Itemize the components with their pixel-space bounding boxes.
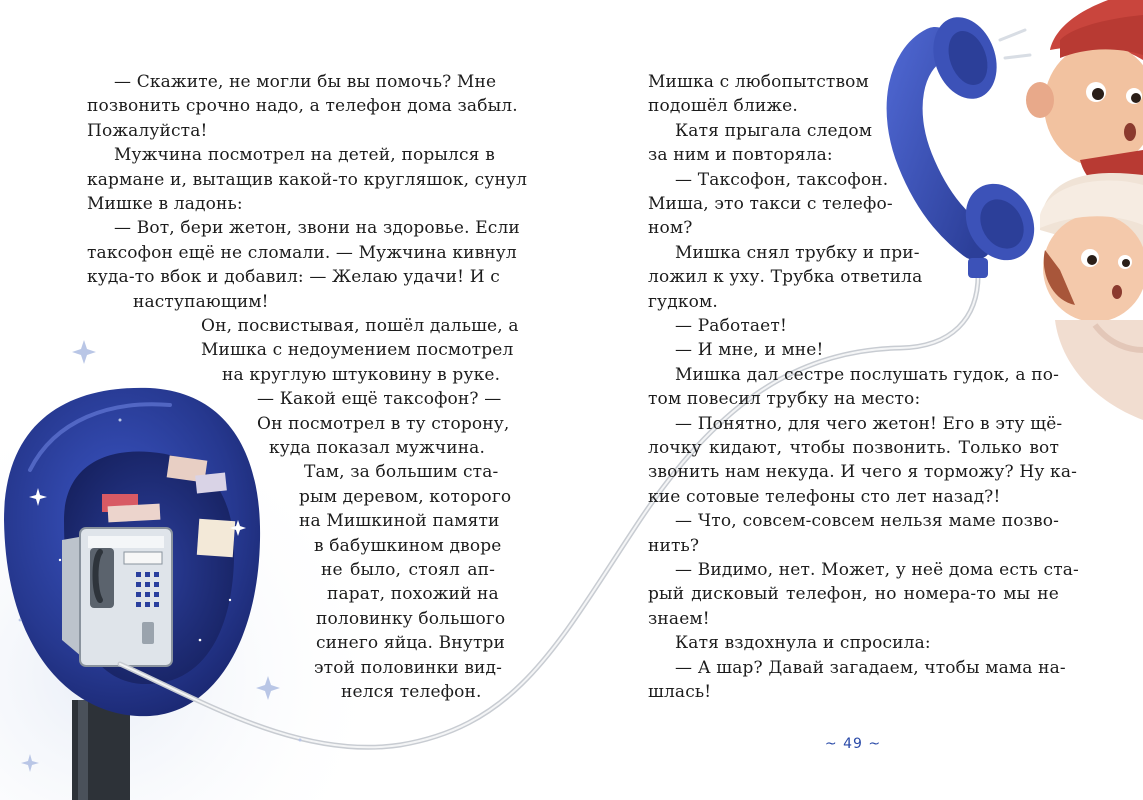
text-line: таксофон ещё не сломали. — Мужчина кивнул [87,243,517,263]
text-line: — Таксофон, таксофон. [675,170,889,190]
text-line: на круглую штуковину в руке. [222,365,501,385]
text-line: гудком. [648,292,718,312]
text-line: лочку кидают, чтобы позвонить. Только вот [648,438,1059,458]
booth-post [72,700,130,800]
text-line: — Работает! [675,316,787,336]
text-line: не было, стоял ап- [321,560,495,580]
text-line: шлась! [648,682,712,702]
text-line: — Понятно, для чего жетон! Его в эту щё- [675,414,1063,434]
payphone [62,528,172,666]
text-line: этой половинки вид- [314,658,503,678]
text-line: Мишка с недоумением посмотрел [201,340,514,360]
text-line: — Вот, бери жетон, звони на здоровье. Если [114,218,520,238]
text-line: — И мне, и мне! [675,340,824,360]
sticker [108,504,161,523]
text-line: — Скажите, не могли бы вы помочь? Мне [114,72,497,92]
text-line: Мужчина посмотрел на детей, порылся в [114,145,495,165]
text-line: — Что, совсем-совсем нельзя маме позво- [675,511,1059,531]
text-line: том повесил трубку на место: [648,389,921,409]
text-line: рым деревом, которого [299,487,512,507]
text-line: синего яйца. Внутри [316,633,506,653]
telephone-receiver [905,8,1048,278]
text-line: куда-то вбок и добавил: — Желаю удачи! И с [87,267,500,287]
text-line: — А шар? Давай загадаем, чтобы мама на- [675,658,1066,678]
sticker [197,519,235,557]
text-line: подошёл ближе. [648,96,798,116]
text-line: Катя прыгала следом [675,121,873,141]
text-line: половинку большого [316,609,506,629]
text-line: рый дисковый телефон, но номера-то мы не [648,584,1059,604]
text-line: наступающим! [133,292,269,312]
sticker [195,472,227,493]
page-number: ~ 49 ~ [824,736,882,752]
text-line: парат, похожий на [327,584,499,604]
text-line: в бабушкином дворе [314,536,502,556]
text-line: Там, за большим ста- [304,462,499,482]
text-line: Пожалуйста! [87,121,208,141]
text-line: — Видимо, нет. Может, у неё дома есть ста- [675,560,1079,580]
text-line: ном? [648,218,693,238]
text-line: Миша, это такси с телефо- [648,194,893,214]
text-line: за ним и повторяла: [648,145,833,165]
text-line: Мишка дал сестре послушать гудок, а по- [675,365,1060,385]
text-line: Мишке в ладонь: [87,194,243,214]
text-line: нить? [648,536,700,556]
text-line: куда показал мужчина. [269,438,486,458]
text-line: звонить нам некуда. И чего я торможу? Ну ка- [648,462,1078,482]
text-line: кармане и, вытащив какой-то кругляшок, сунул [87,170,528,190]
text-line: кие сотовые телефоны сто лет назад?! [648,487,1001,507]
text-line: Мишка с любопытством [648,72,869,92]
text-line: позвонить срочно надо, а телефон дома забыл. [87,96,518,116]
text-line: знаем! [648,609,710,629]
text-line: Мишка снял трубку и при- [675,243,920,263]
text-line: Он, посвистывая, пошёл дальше, а [201,316,519,336]
text-line: ложил к уху. Трубка ответила [648,267,923,287]
text-line: Он посмотрел в ту сторону, [257,414,510,434]
text-line: на Мишкиной памяти [299,511,500,531]
text-line: — Какой ещё таксофон? — [257,389,502,409]
text-line: Катя вздохнула и спросила: [675,633,931,653]
text-line: нелся телефон. [341,682,482,702]
